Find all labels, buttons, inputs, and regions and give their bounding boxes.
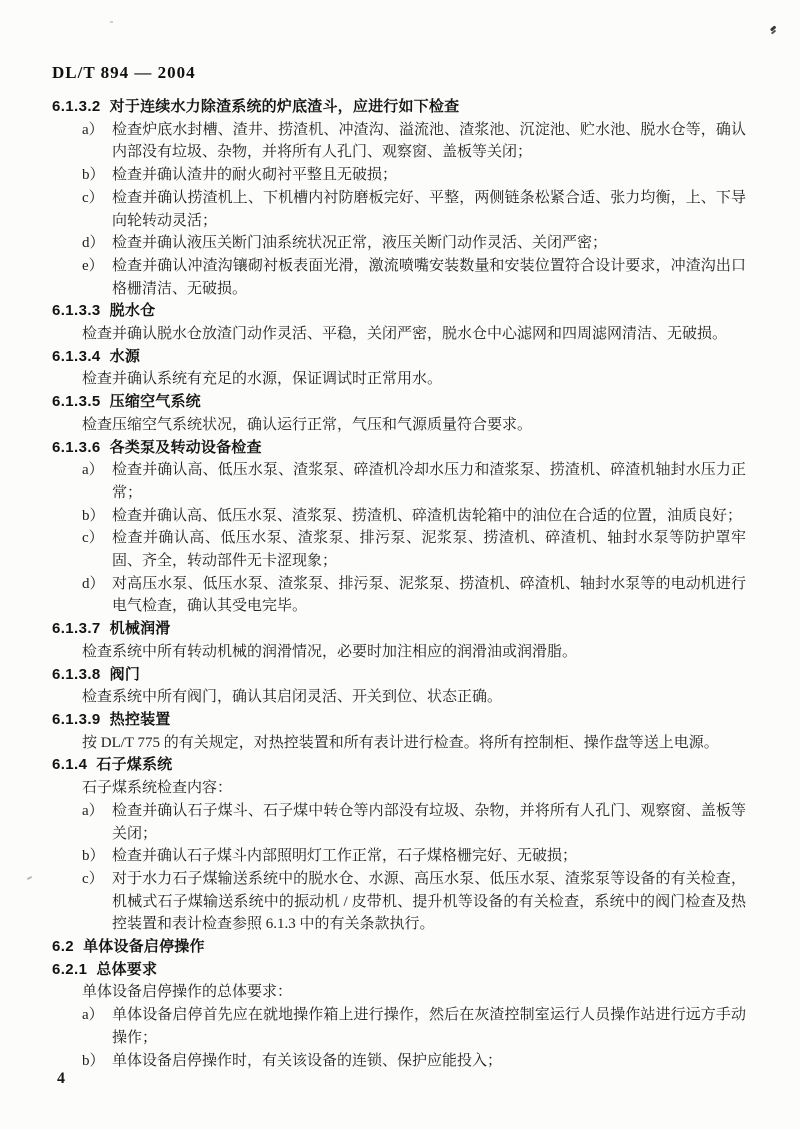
section-title: 阀门 (109, 665, 141, 683)
paragraph: 石子煤系统检查内容： (82, 780, 233, 797)
list-item-text: 对高压水泵、低压水泵、渣浆泵、排污泵、泥浆泵、捞渣机、碎渣机、轴封水泵等的电动机进行电气检查，确认其受电完毕。 (112, 575, 746, 615)
section-6-1-3-8 (52, 664, 746, 709)
section-title: 脱水仓 (109, 302, 156, 320)
section-title: 水源 (109, 347, 141, 365)
paragraph: 单体设备启停操作的总体要求： (82, 984, 293, 1001)
scan-artifact-speck (27, 876, 32, 880)
list-item-marker: a） (82, 462, 104, 479)
list-item-text: 单体设备启停首先应在就地操作箱上进行操作，然后在灰渣控制室运行人员操作站进行远方手动操作； (112, 1007, 746, 1046)
section-heading (52, 96, 746, 119)
list-item-marker: d） (82, 235, 105, 252)
list-item-b (52, 164, 746, 187)
section-heading (52, 959, 746, 982)
list-item-marker: b） (82, 507, 105, 524)
paragraph: 按 DL/T 775 的有关规定，对热控装置和所有表计进行检查。将所有控制柜、操作盘等送上电源。 (82, 734, 719, 751)
section-title: 各类泵及转动设备检查 (109, 438, 262, 456)
document-code-header: DL/T 894 — 2004 (52, 63, 196, 82)
list-item-e (52, 255, 746, 300)
list-item-text: 检查并确认冲渣沟镶砌衬板表面光滑，激流喷嘴安装数量和安装位置符合设计要求，冲渣沟出口格栅清洁、无破损。 (112, 257, 746, 297)
paragraph: 检查并确认脱水仓放渣门动作灵活、平稳，关闭严密，脱水仓中心滤网和四周滤网清洁、无破损。 (82, 326, 728, 343)
section-number: 6.1.3.2 (52, 98, 101, 115)
section-number: 6.1.4 (52, 756, 88, 774)
section-6-1-3-2 (52, 96, 746, 300)
list-item-marker: a） (82, 121, 104, 138)
section-number: 6.1.3.7 (52, 620, 101, 638)
list-item-a (52, 800, 746, 845)
list-item-marker: c） (82, 189, 104, 206)
section-title: 机械润滑 (109, 620, 171, 638)
list-item-text: 对于水力石子煤输送系统中的脱水仓、水源、高压水泵、低压水泵、渣浆泵等设备的有关检查，机械式石子煤输送系统中的振动机 / 皮带机、提升机等设备的有关检查，系统中的阀门检查及热控装置和表计检查参照 6.1.3 中的有关条款执行。 (112, 870, 746, 933)
list-item-text: 检查并确认捞渣机上、下机槽内衬防磨板完好、平整，两侧链条松紧合适、张力均衡，上、下导向轮转动灵活； (112, 189, 746, 229)
section-heading (52, 936, 746, 959)
list-item-marker: b） (82, 167, 105, 184)
section-number: 6.1.3.6 (52, 438, 101, 456)
section-6-1-3-3 (52, 300, 746, 345)
list-item-marker: c） (82, 530, 104, 547)
list-item-text: 检查并确认高、低压水泵、渣浆泵、排污泵、泥浆泵、捞渣机、碎渣机、轴封水泵等防护罩牢固、齐全，转动部件无卡涩现象； (112, 530, 746, 570)
document-body (52, 96, 746, 1072)
section-heading (52, 664, 746, 687)
paragraph: 检查压缩空气系统状况，确认运行正常，气压和气源质量符合要求。 (82, 416, 533, 433)
list-item-text: 检查并确认石子煤斗、石子煤中转仓等内部没有垃圾、杂物，并将所有人孔门、观察窗、盖板等关闭； (112, 802, 746, 842)
section-heading (52, 437, 746, 460)
list-item-marker: a） (82, 802, 104, 819)
list-item-text: 单体设备启停操作时，有关该设备的连锁、保护应能投入； (112, 1052, 503, 1069)
list-item-text: 检查炉底水封槽、渣井、捞渣机、冲渣沟、溢流池、渣浆池、沉淀池、贮水池、脱水仓等，确认内部没有垃圾、杂物，并将所有人孔门、观察窗、盖板等关闭； (112, 121, 746, 161)
list-item-a (52, 119, 746, 164)
list-item-text: 检查并确认石子煤斗内部照明灯工作正常，石子煤格栅完好、无破损； (112, 848, 578, 865)
section-6-1-4 (52, 754, 746, 936)
list-item-text: 检查并确认渣井的耐火砌衬平整且无破损； (112, 167, 398, 184)
paragraph: 检查并确认系统有充足的水源，保证调试时正常用水。 (82, 371, 443, 388)
list-item-marker: c） (82, 870, 104, 887)
list-item-c (52, 187, 746, 232)
scan-artifact-speck (110, 21, 113, 23)
section-number: 6.2 (52, 938, 75, 956)
paragraph: 检查系统中所有转动机械的润滑情况，必要时加注相应的润滑油或润滑脂。 (82, 643, 578, 660)
list-item-a (52, 1004, 746, 1049)
list-item-marker: e） (82, 257, 104, 274)
section-number: 6.1.3.9 (52, 710, 101, 728)
list-item-c (52, 868, 746, 936)
section-6-1-3-5 (52, 391, 746, 436)
list-item-d (52, 573, 746, 618)
section-6-2 (52, 936, 746, 959)
section-title: 单体设备启停操作 (83, 938, 205, 956)
section-6-1-3-4 (52, 346, 746, 391)
section-heading (52, 300, 746, 323)
paragraph: 检查系统中所有阀门，确认其启闭灵活、开关到位、状态正确。 (82, 689, 503, 706)
section-number: 6.1.3.8 (52, 665, 101, 683)
list-item-marker: a） (82, 1007, 104, 1024)
list-item-marker: d） (82, 575, 105, 592)
list-item-d (52, 232, 746, 255)
list-item-b (52, 845, 746, 868)
list-item-text: 检查并确认高、低压水泵、渣浆泵、碎渣机冷却水压力和渣浆泵、捞渣机、碎渣机轴封水压力正常； (112, 462, 746, 501)
section-title: 对于连续水力除渣系统的炉底渣斗，应进行如下检查 (109, 98, 460, 115)
section-6-2-1 (52, 959, 746, 1073)
section-6-1-3-7 (52, 618, 746, 663)
list-item-text: 检查并确认液压关断门油系统状况正常，液压关断门动作灵活、关闭严密； (112, 235, 608, 252)
section-number: 6.1.3.4 (52, 347, 101, 365)
list-item-text: 检查并确认高、低压水泵、渣浆泵、捞渣机、碎渣机齿轮箱中的油位在合适的位置，油质良好； (112, 507, 743, 524)
page-number: 4 (57, 1070, 65, 1087)
list-item-b (52, 1050, 746, 1073)
section-6-1-3-6 (52, 437, 746, 619)
section-number: 6.1.3.3 (52, 302, 101, 320)
section-title: 总体要求 (96, 960, 158, 978)
section-title: 压缩空气系统 (109, 393, 201, 411)
list-item-b (52, 505, 746, 528)
section-heading (52, 754, 746, 777)
list-item-marker: b） (82, 1052, 105, 1069)
list-item-marker: b） (82, 848, 105, 865)
section-6-1-3-9 (52, 709, 746, 754)
section-title: 热控装置 (109, 710, 171, 728)
section-heading (52, 391, 746, 414)
section-heading (52, 346, 746, 369)
section-heading (52, 618, 746, 641)
list-item-c (52, 527, 746, 572)
section-number: 6.1.3.5 (52, 393, 101, 411)
section-heading (52, 709, 746, 732)
scan-artifact-speck (770, 25, 776, 31)
section-title: 石子煤系统 (96, 756, 173, 774)
section-number: 6.2.1 (52, 960, 88, 978)
list-item-a (52, 459, 746, 504)
